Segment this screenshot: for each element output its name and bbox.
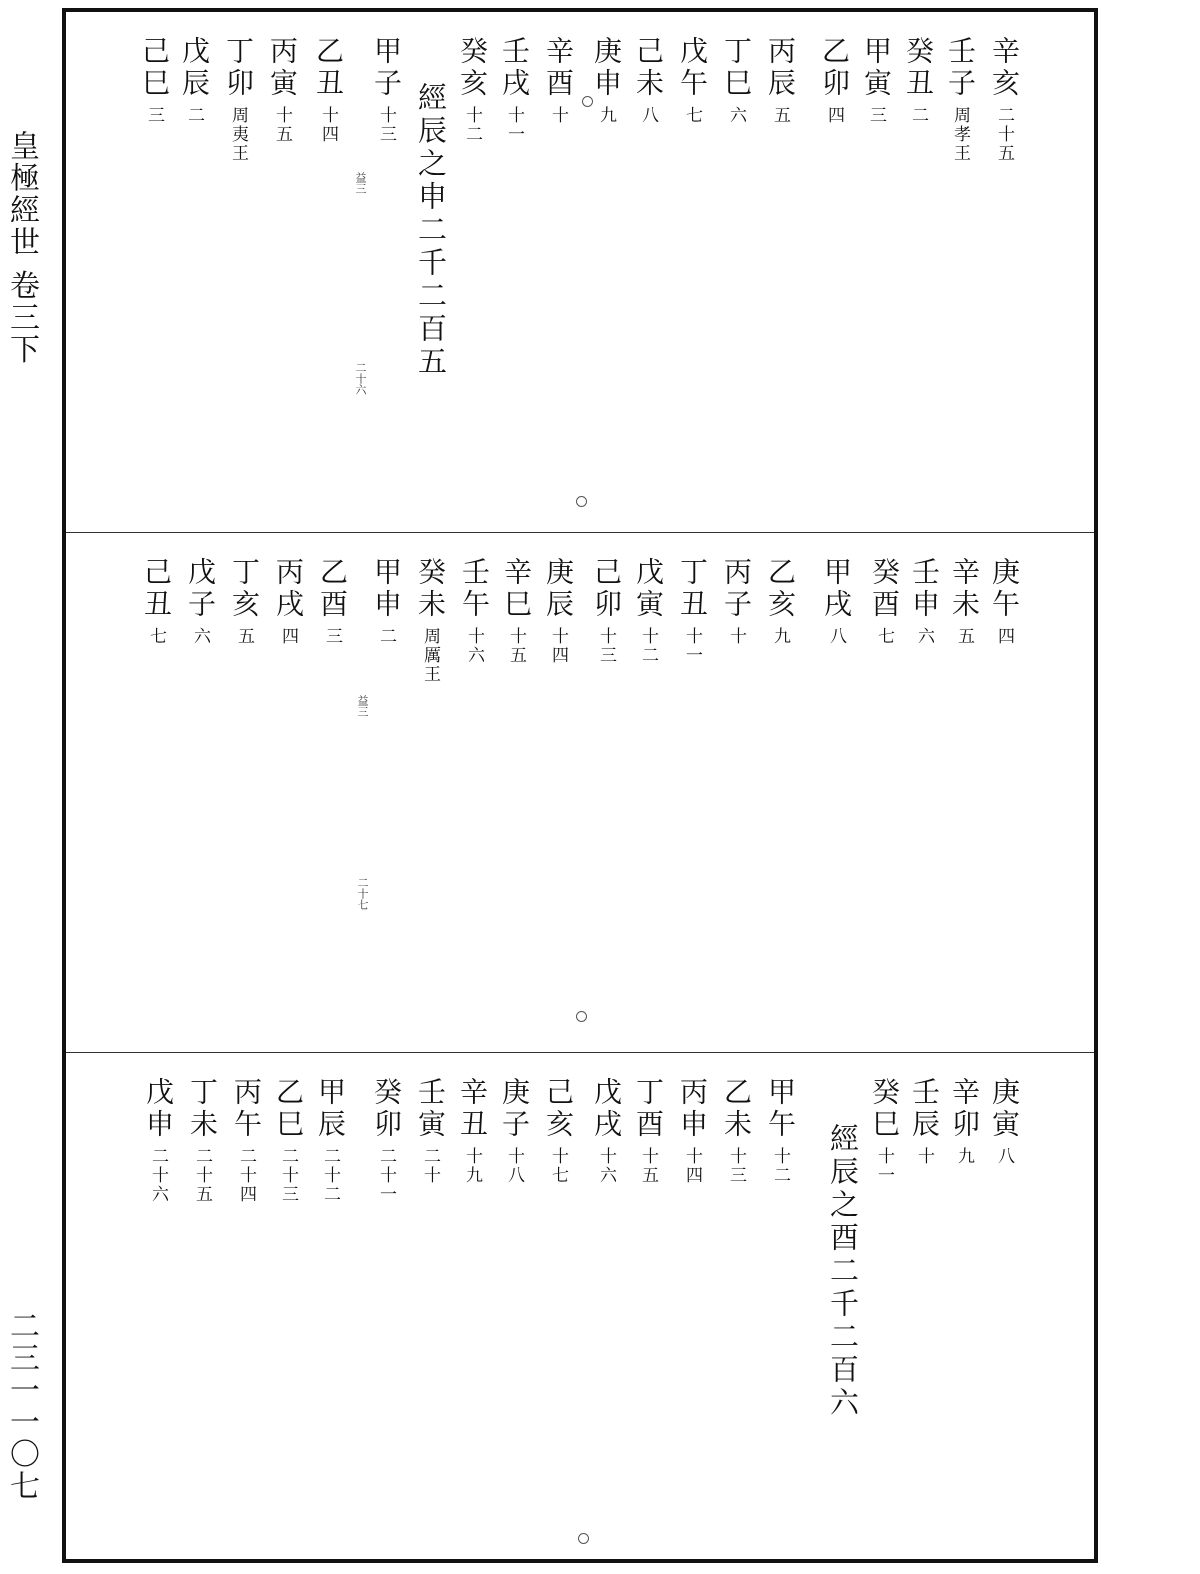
year-name: 戊寅 — [632, 557, 665, 621]
year-name: 丁巳 — [720, 36, 753, 100]
year-number: 六 — [726, 106, 746, 125]
year-column — [498, 1077, 531, 1185]
year-number: 二 — [376, 627, 396, 646]
year-column — [542, 1077, 575, 1185]
year-number: 五 — [954, 627, 974, 646]
year-number: 十四 — [682, 1147, 702, 1185]
year-column — [720, 1077, 753, 1185]
year-name: 乙卯 — [818, 36, 851, 100]
year-name: 丁丑 — [676, 557, 709, 621]
year-number: 十一 — [682, 627, 702, 665]
year-column — [590, 557, 623, 665]
year-number: 十五 — [638, 1147, 658, 1185]
year-name: 辛亥 — [988, 36, 1021, 100]
year-name: 癸巳 — [868, 1077, 901, 1141]
year-column — [764, 557, 797, 646]
year-column — [860, 36, 893, 125]
year-number: 十三 — [596, 627, 616, 665]
year-number: 十 — [726, 627, 746, 646]
year-number: 四 — [278, 627, 298, 646]
era-heading-text: 經辰之申二千二百五 — [414, 82, 448, 379]
year-name: 戊戌 — [590, 1077, 623, 1141]
year-name: 庚申 — [590, 36, 623, 100]
year-name: 丙午 — [230, 1077, 263, 1141]
binding-hole — [582, 96, 593, 107]
year-name: 壬午 — [458, 557, 491, 621]
year-name: 庚子 — [498, 1077, 531, 1141]
year-column — [632, 557, 665, 665]
year-column — [908, 557, 941, 646]
panel-middle — [66, 532, 1094, 1052]
year-number: 八 — [994, 1147, 1014, 1166]
year-number: 七 — [682, 106, 702, 125]
year-number: 周厲王 — [420, 627, 440, 684]
year-column — [370, 557, 403, 646]
year-name: 己未 — [632, 36, 665, 100]
year-name: 己卯 — [590, 557, 623, 621]
year-column — [138, 36, 171, 125]
year-name: 乙未 — [720, 1077, 753, 1141]
year-number: 十三 — [726, 1147, 746, 1185]
year-name: 辛丑 — [456, 1077, 489, 1141]
year-column — [676, 557, 709, 665]
year-number: 三 — [866, 106, 886, 125]
binding-hole — [576, 496, 587, 507]
year-number: 十九 — [462, 1147, 482, 1185]
year-number: 八 — [826, 627, 846, 646]
era-heading — [826, 1123, 860, 1420]
year-name: 壬子 — [944, 36, 977, 100]
year-column — [590, 1077, 623, 1185]
year-name: 庚辰 — [542, 557, 575, 621]
era-heading-text: 經辰之酉二千二百六 — [826, 1123, 860, 1420]
year-name: 甲申 — [370, 557, 403, 621]
year-number: 八 — [638, 106, 658, 125]
year-column — [186, 1077, 219, 1204]
year-column — [414, 1077, 447, 1185]
year-name: 癸酉 — [868, 557, 901, 621]
year-column — [590, 36, 623, 125]
year-number: 二十三 — [278, 1147, 298, 1204]
year-column — [676, 1077, 709, 1185]
year-number: 九 — [596, 106, 616, 125]
year-name: 丁亥 — [228, 557, 261, 621]
year-name: 庚寅 — [988, 1077, 1021, 1141]
year-column — [988, 36, 1021, 163]
year-number: 七 — [146, 627, 166, 646]
year-name: 辛未 — [948, 557, 981, 621]
year-column — [988, 1077, 1021, 1166]
year-column — [676, 36, 709, 125]
year-column — [312, 36, 345, 144]
year-name: 丙戌 — [272, 557, 305, 621]
year-number: 九 — [954, 1147, 974, 1166]
year-column — [902, 36, 935, 125]
year-column — [456, 36, 489, 144]
year-column — [632, 36, 665, 125]
year-column — [272, 557, 305, 646]
year-name: 甲戌 — [820, 557, 853, 621]
era-heading — [414, 82, 448, 379]
year-column — [142, 1077, 175, 1204]
year-column — [370, 1077, 403, 1204]
year-column — [868, 1077, 901, 1185]
year-name: 辛巳 — [500, 557, 533, 621]
year-name: 辛卯 — [948, 1077, 981, 1141]
year-number: 七 — [874, 627, 894, 646]
year-column — [720, 557, 753, 646]
year-number: 二十 — [420, 1147, 440, 1185]
year-column — [314, 1077, 347, 1204]
year-name: 丁未 — [186, 1077, 219, 1141]
year-number: 十七 — [548, 1147, 568, 1185]
year-name: 戊午 — [676, 36, 709, 100]
year-number: 十八 — [504, 1147, 524, 1185]
year-number: 周孝王 — [950, 106, 970, 163]
year-name: 庚午 — [988, 557, 1021, 621]
year-name: 甲辰 — [314, 1077, 347, 1141]
year-name: 癸卯 — [370, 1077, 403, 1141]
year-number: 十三 — [376, 106, 396, 144]
year-number: 四 — [824, 106, 844, 125]
margin-note: 益三 — [356, 695, 369, 717]
year-name: 戊辰 — [178, 36, 211, 100]
year-column — [498, 36, 531, 144]
year-column — [414, 557, 447, 684]
year-number: 二十四 — [236, 1147, 256, 1204]
binding-hole — [578, 1533, 589, 1544]
year-column — [228, 557, 261, 646]
year-column — [456, 1077, 489, 1185]
year-name: 丙子 — [720, 557, 753, 621]
year-number: 十五 — [506, 627, 526, 665]
page-frame — [62, 8, 1098, 1563]
year-name: 甲寅 — [860, 36, 893, 100]
year-column — [948, 557, 981, 646]
year-number: 二 — [184, 106, 204, 125]
year-column — [184, 557, 217, 646]
year-name: 乙亥 — [764, 557, 797, 621]
year-name: 甲子 — [370, 36, 403, 100]
year-number: 四 — [994, 627, 1014, 646]
book-title: 皇極經世 卷三下 — [4, 130, 39, 366]
year-number: 二十六 — [148, 1147, 168, 1204]
year-column — [370, 36, 403, 144]
year-name: 丁酉 — [632, 1077, 665, 1141]
year-column — [948, 1077, 981, 1166]
year-name: 乙丑 — [312, 36, 345, 100]
year-number: 周夷王 — [228, 106, 248, 163]
year-number: 二十二 — [320, 1147, 340, 1204]
year-column — [316, 557, 349, 646]
year-number: 二 — [908, 106, 928, 125]
year-name: 辛酉 — [542, 36, 575, 100]
year-name: 壬辰 — [908, 1077, 941, 1141]
margin-note: 益三 — [354, 172, 367, 194]
year-name: 丁卯 — [222, 36, 255, 100]
year-column — [764, 36, 797, 125]
panel-top — [66, 12, 1094, 532]
year-number: 十一 — [504, 106, 524, 144]
year-column — [988, 557, 1021, 646]
year-number: 三 — [144, 106, 164, 125]
year-name: 戊子 — [184, 557, 217, 621]
year-column — [222, 36, 255, 163]
year-name: 己亥 — [542, 1077, 575, 1141]
year-number: 二十一 — [376, 1147, 396, 1204]
year-column — [458, 557, 491, 665]
year-name: 乙巳 — [272, 1077, 305, 1141]
year-name: 丙申 — [676, 1077, 709, 1141]
panel-bottom — [66, 1052, 1094, 1559]
year-name: 乙酉 — [316, 557, 349, 621]
binding-hole — [576, 1011, 587, 1022]
year-number: 二十五 — [994, 106, 1014, 163]
year-number: 九 — [770, 627, 790, 646]
year-number: 六 — [914, 627, 934, 646]
year-column — [230, 1077, 263, 1204]
year-column — [542, 36, 575, 125]
year-number: 十六 — [464, 627, 484, 665]
year-name: 壬申 — [908, 557, 941, 621]
year-name: 丙辰 — [764, 36, 797, 100]
year-number: 六 — [190, 627, 210, 646]
year-column — [764, 1077, 797, 1185]
year-number: 三 — [322, 627, 342, 646]
year-name: 癸亥 — [456, 36, 489, 100]
year-name: 己丑 — [140, 557, 173, 621]
year-column — [720, 36, 753, 125]
year-number: 十六 — [596, 1147, 616, 1185]
year-column — [868, 557, 901, 646]
page-number: 二三一一〇七 — [4, 1310, 39, 1502]
year-number: 五 — [770, 106, 790, 125]
year-number: 十 — [914, 1147, 934, 1166]
year-number: 二十五 — [192, 1147, 212, 1204]
year-column — [272, 1077, 305, 1204]
year-number: 十四 — [318, 106, 338, 144]
year-number: 五 — [234, 627, 254, 646]
year-number: 十五 — [272, 106, 292, 144]
year-column — [500, 557, 533, 665]
margin-note: 二十六 — [354, 362, 367, 395]
year-number: 十一 — [874, 1147, 894, 1185]
year-number: 十四 — [548, 627, 568, 665]
year-name: 壬戌 — [498, 36, 531, 100]
year-column — [140, 557, 173, 646]
year-column — [818, 36, 851, 125]
year-name: 丙寅 — [266, 36, 299, 100]
year-name: 癸丑 — [902, 36, 935, 100]
year-column — [908, 1077, 941, 1166]
year-name: 己巳 — [138, 36, 171, 100]
year-number: 十二 — [638, 627, 658, 665]
year-number: 十 — [548, 106, 568, 125]
year-number: 十二 — [462, 106, 482, 144]
year-column — [820, 557, 853, 646]
year-column — [632, 1077, 665, 1185]
year-name: 戊申 — [142, 1077, 175, 1141]
year-number: 十二 — [770, 1147, 790, 1185]
year-column — [944, 36, 977, 163]
year-name: 癸未 — [414, 557, 447, 621]
year-name: 甲午 — [764, 1077, 797, 1141]
year-column — [266, 36, 299, 144]
margin-note: 二十七 — [356, 877, 369, 910]
year-name: 壬寅 — [414, 1077, 447, 1141]
year-column — [178, 36, 211, 125]
year-column — [542, 557, 575, 665]
